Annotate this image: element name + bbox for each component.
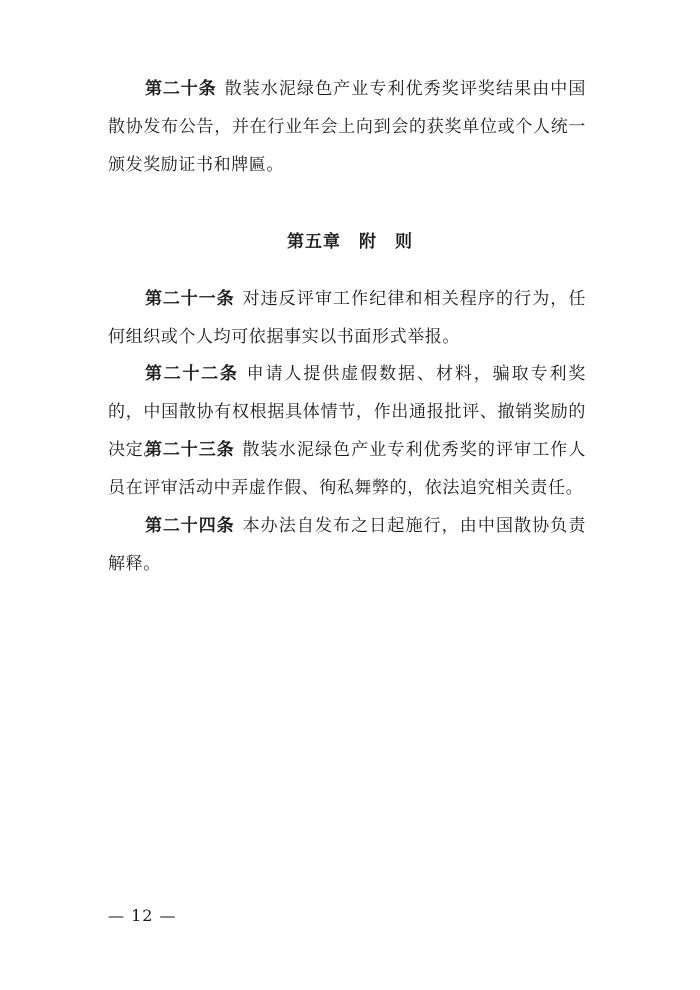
article-23 (108, 431, 586, 507)
article-text: 散装水泥绿色产业专利优秀奖的评审工作人员在评审活动中弄虚作假、徇私舞弊的，依法追究相关责任。 (108, 440, 587, 498)
article-label: 第二十条 (145, 79, 217, 99)
article-21 (108, 280, 586, 356)
article-label: 第二十二条 (145, 364, 239, 384)
article-label: 第二十三条 (145, 440, 235, 460)
article-text: 散装水泥绿色产业专利优秀奖评奖结果由中国散协发布公告，并在行业年会上向到会的获奖单位或个人统一颁发奖励证书和牌匾。 (108, 79, 587, 175)
article-24 (108, 507, 586, 583)
article-label: 第二十一条 (145, 289, 235, 309)
article-text: 申请人提供虚假数据、材料，骗取专利奖的，中国散协有权根据具体情节，作出通报批评、撤销奖励的决定。 (108, 364, 586, 460)
article-text: 对违反评审工作纪律和相关程序的行为，任何组织或个人均可依据事实以书面形式举报。 (108, 289, 587, 347)
article-20 (108, 70, 586, 184)
page-number: — 12 — (108, 906, 177, 925)
article-label: 第二十四条 (145, 516, 235, 536)
chapter-title: 第五章 附 则 (287, 232, 413, 252)
article-text: 本办法自发布之日起施行，由中国散协负责解释。 (108, 516, 587, 574)
